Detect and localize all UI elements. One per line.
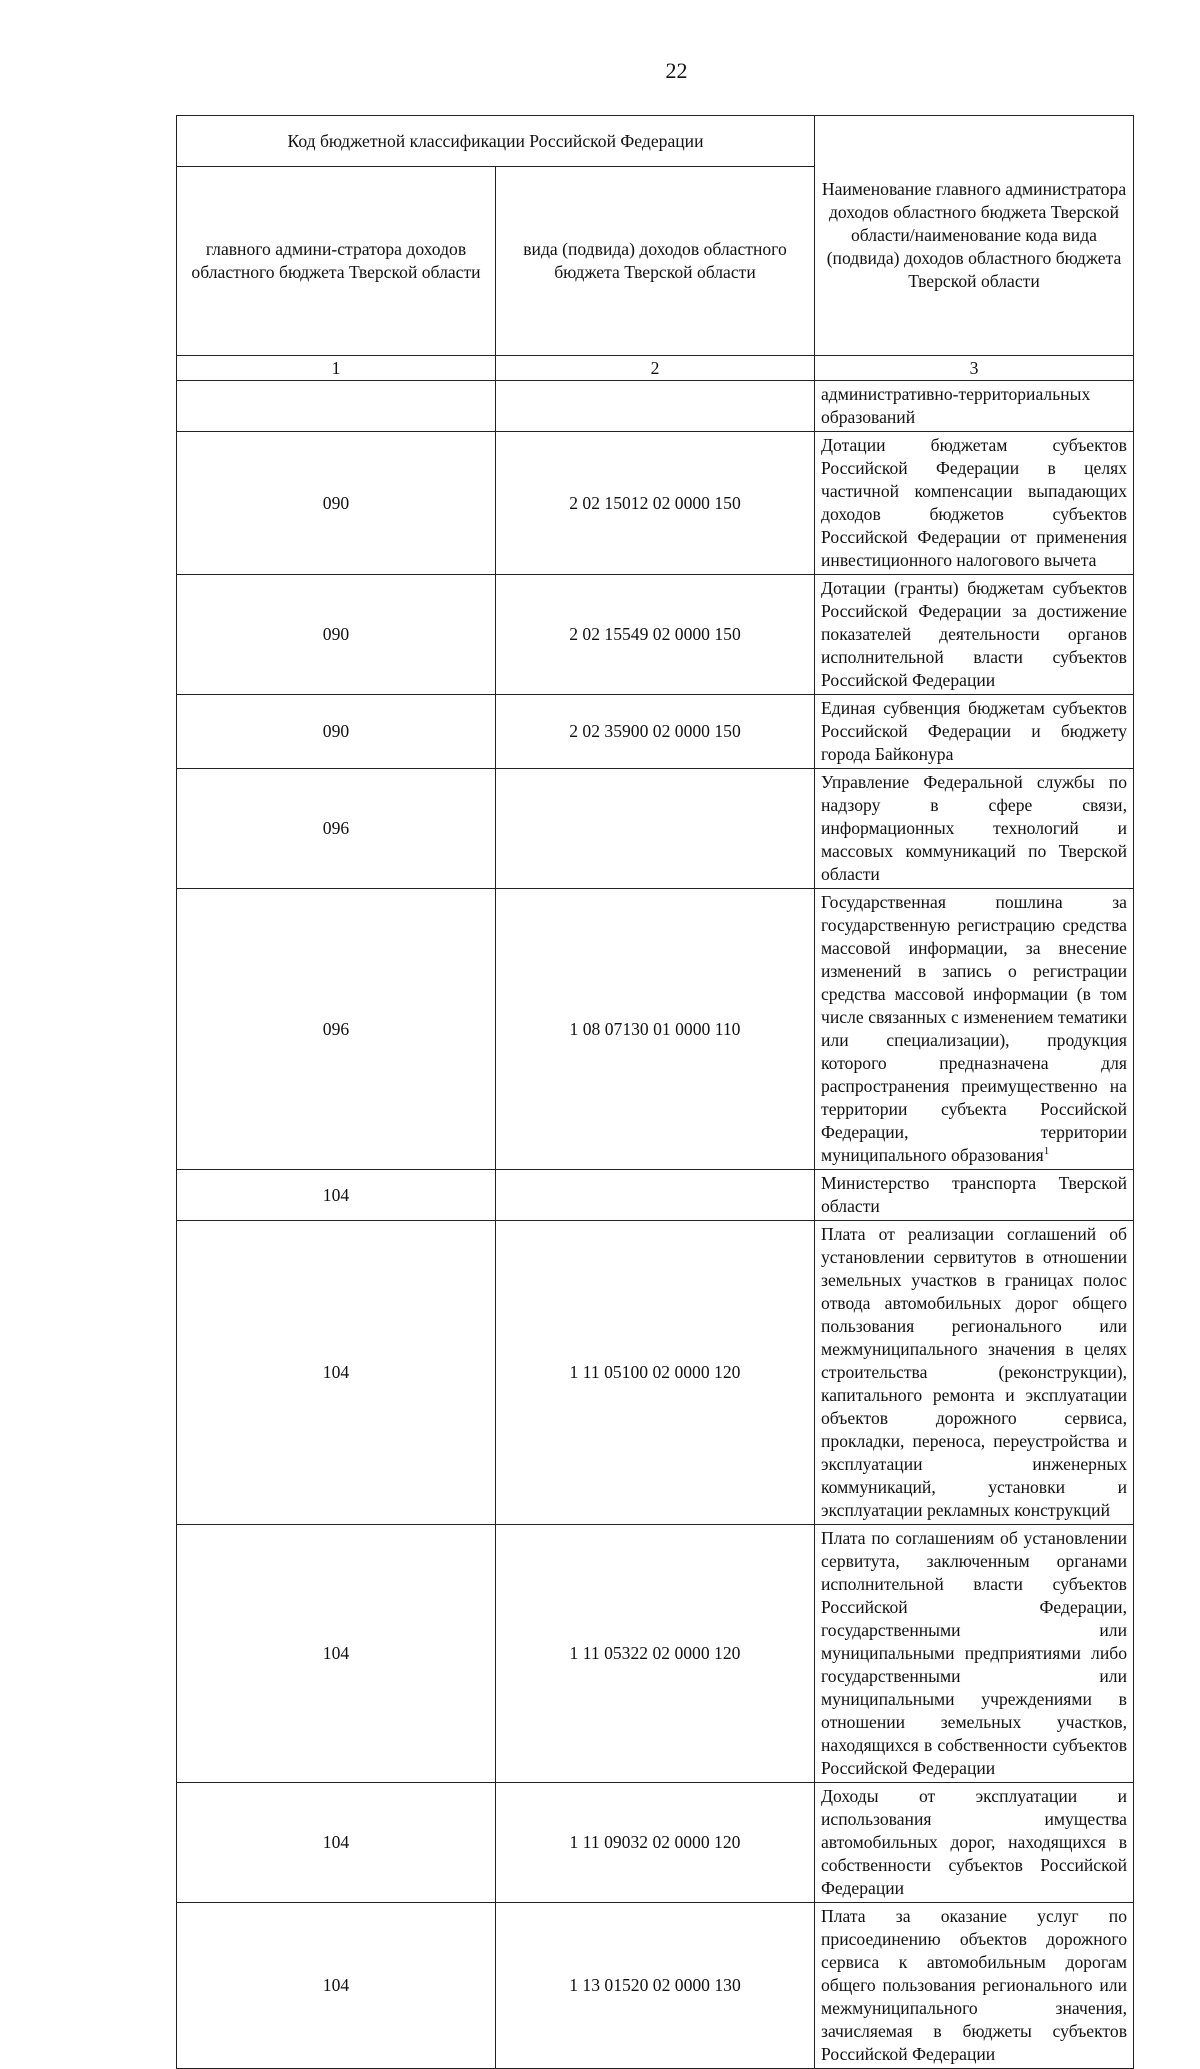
admin-code-cell <box>177 381 496 432</box>
admin-code-cell: 104 <box>177 1903 496 2069</box>
revenue-code-cell: 1 08 07130 01 0000 110 <box>496 889 815 1170</box>
table-row <box>177 432 1134 575</box>
revenue-name-cell: Плата по соглашениям об установлении сервитута, заключенным органами исполнительной власти субъектов Российской Федерации, государственными или муниципальными предприятиями либо государственными или муниципальными учреждениями в отношении земельных участков, находящихся в собственности субъектов Российской Федерации <box>815 1525 1134 1783</box>
revenue-name-cell: Плата от реализации соглашений об установлении сервитутов в отношении земельных участков в границах полос отвода автомобильных дорог общего пользования регионального или межмуниципального значения в целях строительства (реконструкции), капитального ремонта и эксплуатации объектов дорожного сервиса, прокладки, переноса, переустройства и эксплуатации инженерных коммуникаций, установки и эксплуатации рекламных конструкций <box>815 1221 1134 1525</box>
table-row <box>177 769 1134 889</box>
revenue-name-cell: Доходы от эксплуатации и использования имущества автомобильных дорог, находящихся в собственности субъектов Российской Федерации <box>815 1783 1134 1903</box>
admin-code-cell: 096 <box>177 889 496 1170</box>
admin-code-cell: 104 <box>177 1170 496 1221</box>
table-row <box>177 1903 1134 2069</box>
header-row-1 <box>177 116 1134 167</box>
table-row <box>177 381 1134 432</box>
column-number-3: 3 <box>815 356 1134 381</box>
admin-code-header: главного админи-стратора доходов областного бюджета Тверской области <box>177 167 496 356</box>
column-number-2: 2 <box>496 356 815 381</box>
revenue-name-cell: Единая субвенция бюджетам субъектов Российской Федерации и бюджету города Байконура <box>815 695 1134 769</box>
table-row <box>177 1783 1134 1903</box>
footnote-marker: 1 <box>1043 1145 1050 1158</box>
table-row <box>177 1525 1134 1783</box>
revenue-name-cell: Дотации бюджетам субъектов Российской Федерации в целях частичной компенсации выпадающих доходов бюджетов субъектов Российской Федерации от применения инвестиционного налогового вычета <box>815 432 1134 575</box>
revenue-code-cell <box>496 1170 815 1221</box>
revenue-code-cell: 1 11 05322 02 0000 120 <box>496 1525 815 1783</box>
revenue-name-cell: Плата за оказание услуг по присоединению объектов дорожного сервиса к автомобильным дорогам общего пользования регионального или межмуниципального значения, зачисляемая в бюджеты субъектов Российской Федерации <box>815 1903 1134 2069</box>
revenue-classification-table <box>176 115 1134 2069</box>
revenue-code-cell: 2 02 15549 02 0000 150 <box>496 575 815 695</box>
revenue-name-cell <box>815 889 1134 1170</box>
admin-code-cell: 090 <box>177 695 496 769</box>
revenue-name-text: Государственная пошлина за государственную регистрацию средства массовой информации, за внесение изменений в запись о регистрации средства массовой информации (в том числе связанных с изменением тематики или специализации), продукция которого предназначена для распространения преимущественно на территории субъекта Российской Федерации, территории муниципального образования <box>821 892 1127 1165</box>
table-row <box>177 695 1134 769</box>
revenue-code-cell: 1 11 09032 02 0000 120 <box>496 1783 815 1903</box>
revenue-code-cell: 1 11 05100 02 0000 120 <box>496 1221 815 1525</box>
revenue-code-cell: 1 13 01520 02 0000 130 <box>496 1903 815 2069</box>
admin-code-cell: 104 <box>177 1525 496 1783</box>
revenue-type-code-header: вида (подвида) доходов областного бюджета Тверской области <box>496 167 815 356</box>
admin-code-cell: 090 <box>177 432 496 575</box>
column-numbers-row <box>177 356 1134 381</box>
admin-code-cell: 104 <box>177 1221 496 1525</box>
revenue-code-cell: 2 02 35900 02 0000 150 <box>496 695 815 769</box>
administrator-name-header: Наименование главного администратора доходов областного бюджета Тверской области/наименование кода вида (подвида) доходов областного бюджета Тверской области <box>815 116 1134 356</box>
admin-code-cell: 096 <box>177 769 496 889</box>
page-number: 22 <box>665 58 688 83</box>
column-number-1: 1 <box>177 356 496 381</box>
revenue-name-cell: административно-территориальных образований <box>815 381 1134 432</box>
table-row <box>177 1221 1134 1525</box>
revenue-code-cell <box>496 769 815 889</box>
table-row <box>177 575 1134 695</box>
table-row <box>177 889 1134 1170</box>
admin-code-cell: 090 <box>177 575 496 695</box>
admin-code-cell: 104 <box>177 1783 496 1903</box>
revenue-code-cell <box>496 381 815 432</box>
table-row <box>177 1170 1134 1221</box>
revenue-name-cell: Дотации (гранты) бюджетам субъектов Российской Федерации за достижение показателей деятельности органов исполнительной власти субъектов Российской Федерации <box>815 575 1134 695</box>
budget-classification-code-header: Код бюджетной классификации Российской Федерации <box>177 116 815 167</box>
revenue-code-cell: 2 02 15012 02 0000 150 <box>496 432 815 575</box>
revenue-name-cell: Управление Федеральной службы по надзору в сфере связи, информационных технологий и массовых коммуникаций по Тверской области <box>815 769 1134 889</box>
revenue-name-cell: Министерство транспорта Тверской области <box>815 1170 1134 1221</box>
